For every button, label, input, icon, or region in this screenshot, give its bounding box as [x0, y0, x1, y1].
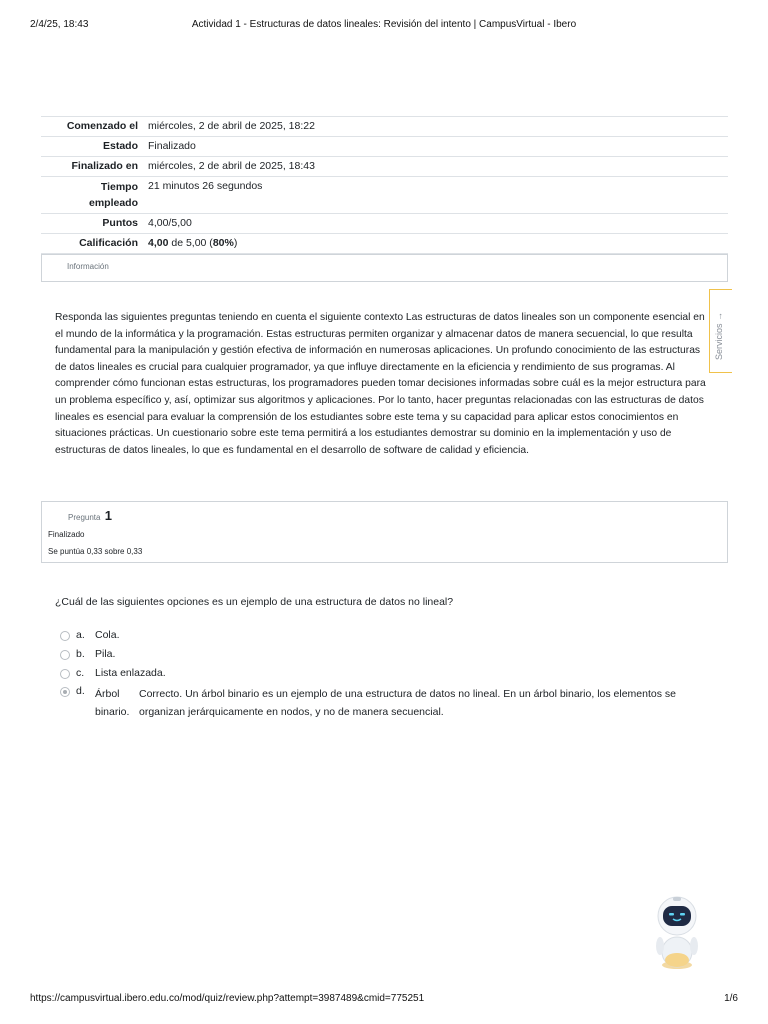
option-c-radio[interactable]: [60, 669, 70, 679]
information-label: Información: [67, 262, 109, 271]
grade-percent: 80%: [212, 237, 234, 249]
context-text: Responda las siguientes preguntas teniendo en cuenta el siguiente contexto Las estructuras de datos lineales son un componente esencial en el mundo de la informática y la programación. Estas estructuras permiten organizar y almacenar datos de manera secuencial, lo que resulta fundamental para la manipulación y gestión efectiva de información en numerosas aplicaciones. Un profundo conocimiento de las estructuras de datos lineales es crucial para cualquier programador, ya que influye directamente en la eficiencia y rendimiento de sus programas. Al comprender cómo funcionan estas estructuras, los programadores pueden tomar decisiones informadas sobre cuál es la mejor estructura para un problema específico y, así, optimizar sus algoritmos y aplicaciones. Por lo tanto, hacer preguntas relacionadas con las estructuras de datos lineales es esencial para evaluar la comprensión de los estudiantes sobre este tema y su capacidad para aplicar estos conocimientos en situaciones prácticas. Un cuestionario sobre este tema permitirá a los estudiantes demostrar su dominio en la implementación y uso de estructuras de datos lineales, lo que es fundamental en el desarrollo de software de calidad y eficiencia.: [55, 312, 706, 456]
option-d-radio[interactable]: [60, 687, 70, 697]
question-number: [68, 508, 112, 523]
information-box: [41, 254, 728, 282]
time-label-line-2: empleado: [88, 197, 138, 209]
summary-row-state: [41, 137, 728, 157]
option-b-radio[interactable]: [60, 650, 70, 660]
print-datetime: 2/4/25, 18:43: [30, 19, 89, 30]
robot-svg: [652, 896, 702, 970]
time-value: 21 minutos 26 segundos: [148, 180, 263, 192]
grade-label: Calificación: [79, 237, 138, 249]
option-a-letter: a.: [76, 629, 85, 641]
finished-value: miércoles, 2 de abril de 2025, 18:43: [148, 160, 315, 172]
summary-row-grade: [41, 234, 728, 254]
state-value: Finalizado: [148, 140, 196, 152]
services-tab-label: Servicios →: [714, 311, 724, 360]
print-url: https://campusvirtual.ibero.edu.co/mod/quiz/review.php?attempt=3987489&cmid=775251: [30, 993, 425, 1004]
time-label: [41, 177, 146, 214]
grade-score: 4,00: [148, 237, 169, 249]
option-d-feedback: Correcto. Un árbol binario es un ejemplo de una estructura de datos no lineal. En un árbol binario, los elementos se organizan jerárquicamente en nodos, y no de manera secuencial.: [139, 688, 676, 718]
summary-row-started: [41, 117, 728, 137]
points-value: 4,00/5,00: [148, 217, 192, 229]
option-d-text: Árbol binario.: [95, 688, 130, 718]
option-b-letter: b.: [76, 648, 85, 660]
summary-row-finished: [41, 157, 728, 177]
option-a-radio[interactable]: [60, 631, 70, 641]
started-value: miércoles, 2 de abril de 2025, 18:22: [148, 120, 315, 132]
grade-of: de 5,00 (: [168, 237, 213, 249]
services-tab[interactable]: [709, 289, 732, 373]
option-c-text: Lista enlazada.: [95, 667, 166, 679]
question-number-value: 1: [104, 508, 112, 523]
question-prefix: Pregunta: [68, 513, 101, 522]
print-footer: [0, 993, 768, 1007]
question-grade: Se puntúa 0,33 sobre 0,33: [48, 547, 143, 556]
question-text: ¿Cuál de las siguientes opciones es un ejemplo de una estructura de datos no lineal?: [55, 596, 454, 608]
points-label: Puntos: [102, 217, 138, 229]
option-c-letter: c.: [76, 667, 85, 679]
time-label-line-1: Tiempo: [100, 181, 138, 193]
finished-label: Finalizado en: [71, 160, 138, 172]
grade-value: [146, 234, 728, 254]
question-info-box: [41, 501, 728, 563]
state-label: Estado: [102, 140, 138, 152]
attempt-summary-table: [41, 116, 728, 254]
summary-row-time: [41, 177, 728, 214]
option-d-letter: d.: [76, 685, 85, 697]
grade-close: ): [233, 237, 238, 249]
print-header: [0, 19, 768, 33]
summary-row-points: [41, 214, 728, 234]
question-state: Finalizado: [48, 530, 85, 539]
robot-assistant-icon[interactable]: [652, 896, 702, 970]
print-page-number: 1/6: [724, 993, 738, 1004]
print-page-title: Actividad 1 - Estructuras de datos lineales: Revisión del intento | CampusVirtual - Ibero: [191, 19, 577, 30]
started-label: Comenzado el: [66, 120, 138, 132]
option-a-text: Cola.: [95, 629, 120, 641]
option-b-text: Pila.: [95, 648, 116, 660]
